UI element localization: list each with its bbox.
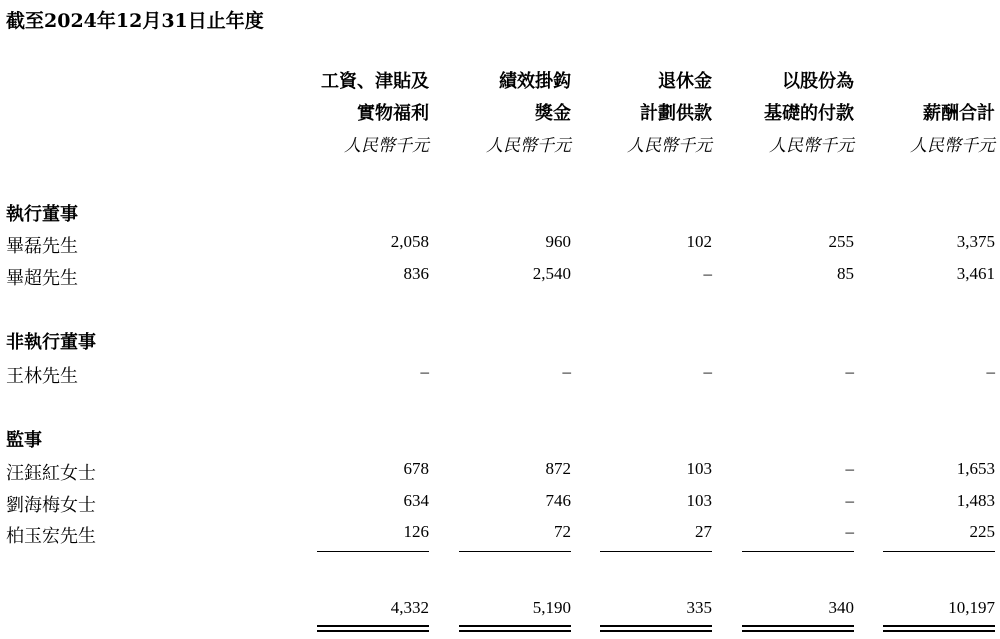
cell-bonus: 746 [545,491,571,510]
cell-total: 3,375 [956,232,995,251]
column-header-unit: 人民幣千元 [486,136,571,156]
total-double-rule [742,625,854,632]
total-double-rule [459,625,571,632]
total-salaries: 4,332 [390,598,429,617]
cell-salaries: – [420,362,429,381]
table-row [0,260,1000,292]
table-row [0,455,1000,487]
column-header-share-based [704,66,854,162]
row-name: 劉海梅女士 [6,495,96,516]
total-pension: 335 [686,598,712,617]
cell-share-based: – [845,459,854,478]
table-title: 截至2024年12月31日止年度 [6,10,264,32]
cell-share-based: 85 [837,264,854,283]
column-header-unit: 人民幣千元 [910,136,995,156]
cell-bonus: 72 [554,522,571,541]
column-header-line1: 績效掛鈎 [499,71,571,92]
cell-total: 1,483 [956,491,995,510]
column-header-line2: 基礎的付款 [764,103,854,124]
column-header-line2: 實物福利 [357,103,429,124]
cell-pension: – [703,362,712,381]
column-header-line1: 工資、津貼及 [321,71,429,92]
subtotal-rule [459,551,571,552]
column-header-salaries [279,66,429,162]
table-row [0,518,1000,550]
column-header-line1: 以股份為 [782,71,854,92]
cell-salaries: 126 [403,522,429,541]
column-header-bonus [421,66,571,162]
cell-share-based: – [845,522,854,541]
column-header-line1 [845,66,995,98]
row-name: 畢超先生 [6,268,78,289]
column-header-total [845,66,995,162]
row-name: 畢磊先生 [6,236,78,257]
total-share-based: 340 [828,598,854,617]
table-row [0,228,1000,260]
column-header-line2: 計劃供款 [640,103,712,124]
cell-pension: 103 [686,459,712,478]
cell-bonus: 872 [545,459,571,478]
cell-bonus: 2,540 [532,264,571,283]
cell-share-based: 255 [828,232,854,251]
cell-bonus: – [562,362,571,381]
cell-pension: 27 [695,522,712,541]
cell-total: 3,461 [956,264,995,283]
section-heading-non-executive-directors: 非執行董事 [6,332,96,353]
cell-pension: 103 [686,491,712,510]
cell-salaries: 836 [403,264,429,283]
cell-pension: 102 [686,232,712,251]
total-double-rule [883,625,995,632]
table-row [0,487,1000,519]
cell-total: 1,653 [956,459,995,478]
row-name: 汪鈺紅女士 [6,463,96,484]
section-heading-supervisors: 監事 [6,430,42,451]
cell-bonus: 960 [545,232,571,251]
cell-salaries: 678 [403,459,429,478]
column-header-unit: 人民幣千元 [627,136,712,156]
column-header-unit: 人民幣千元 [344,136,429,156]
total-double-rule [600,625,712,632]
column-header-pension [562,66,712,162]
total-double-rule [317,625,429,632]
section-heading-executive-directors: 執行董事 [6,204,78,225]
column-header-line2: 獎金 [535,103,571,124]
column-header-line1: 退休金 [658,71,712,92]
row-name: 柏玉宏先生 [6,526,96,547]
row-name: 王林先生 [6,366,78,387]
total-bonus: 5,190 [532,598,571,617]
cell-total: – [986,362,995,381]
column-header-line2: 薪酬合計 [923,103,995,124]
cell-pension: – [703,264,712,283]
cell-salaries: 634 [403,491,429,510]
cell-total: 225 [969,522,995,541]
subtotal-rule [883,551,995,552]
column-header-unit: 人民幣千元 [769,136,854,156]
subtotal-rule [742,551,854,552]
subtotal-rule [317,551,429,552]
table-row [0,358,1000,390]
totals-row [0,594,1000,626]
subtotal-rule [600,551,712,552]
cell-share-based: – [845,362,854,381]
cell-salaries: 2,058 [390,232,429,251]
cell-share-based: – [845,491,854,510]
total-total: 10,197 [948,598,995,617]
